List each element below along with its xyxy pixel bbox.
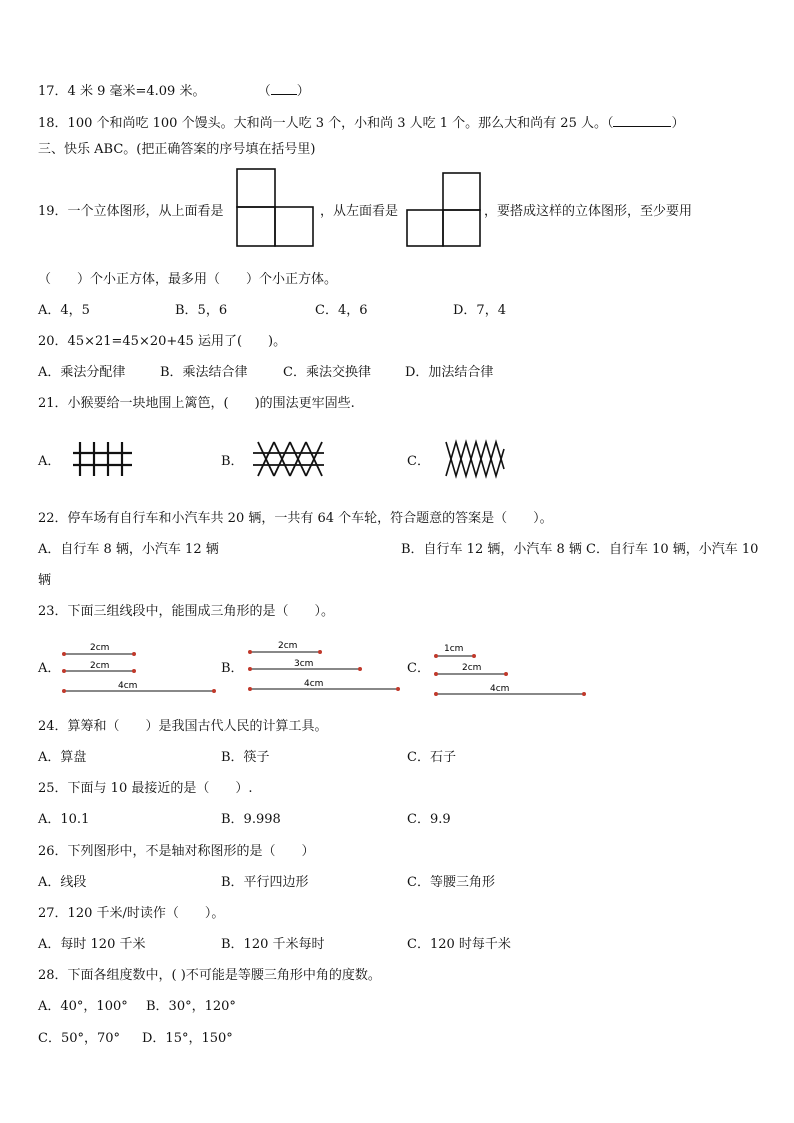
- option-c[interactable]: C．: [407, 661, 430, 676]
- option-c[interactable]: C．乘法交换律: [283, 365, 371, 380]
- option-b[interactable]: B．: [221, 661, 244, 676]
- option-d[interactable]: D．加法结合律: [405, 365, 494, 380]
- question-19-part1: 19．一个立体图形，从上面看是: [38, 204, 224, 219]
- answer-paren-close: ）: [671, 116, 685, 131]
- fence-cross-figure: [252, 441, 326, 477]
- segment-label: 3cm: [294, 659, 314, 669]
- option-b[interactable]: B．乘法结合律: [160, 365, 248, 380]
- option-c[interactable]: C．120 时每千米: [407, 937, 511, 952]
- question-17-text: 17．4 米 9 毫米=4.09 米。: [38, 84, 206, 99]
- question-28: 28．下面各组度数中，( )不可能是等腰三角形中角的度数。: [38, 968, 381, 983]
- question-19-part3: ，要搭成这样的立体图形，至少要用: [484, 204, 693, 219]
- segment-label: 2cm: [90, 643, 110, 653]
- top-view-figure: [236, 168, 314, 248]
- fence-zigzag-figure: [444, 441, 506, 477]
- question-27: 27．120 千米/时读作（ ）。: [38, 906, 225, 921]
- option-a[interactable]: A．算盘: [38, 750, 87, 765]
- option-a[interactable]: A．4，5: [38, 303, 90, 318]
- option-b[interactable]: B．9.998: [221, 812, 281, 827]
- option-a[interactable]: A．自行车 8 辆，小汽车 12 辆: [38, 542, 219, 557]
- option-a[interactable]: A．: [38, 454, 61, 469]
- option-a[interactable]: A．: [38, 661, 61, 676]
- question-24: 24．算筹和（ ）是我国古代人民的计算工具。: [38, 719, 328, 734]
- option-b[interactable]: B．30°，120°: [146, 999, 236, 1014]
- question-19-part2: ，从左面看是: [320, 204, 399, 219]
- option-b[interactable]: B．5，6: [175, 303, 228, 318]
- option-c[interactable]: C．50°，70°: [38, 1031, 121, 1046]
- option-b[interactable]: B．平行四边形: [221, 875, 309, 890]
- option-d[interactable]: D．7，4: [453, 303, 506, 318]
- option-c[interactable]: C．石子: [407, 750, 456, 765]
- answer-blank[interactable]: [613, 126, 671, 127]
- option-a[interactable]: A．每时 120 千米: [38, 937, 146, 952]
- option-c[interactable]: C．等腰三角形: [407, 875, 495, 890]
- option-b[interactable]: B．120 千米每时: [221, 937, 325, 952]
- fence-grid-figure: [72, 441, 134, 477]
- question-17: [38, 83, 310, 101]
- segment-label: 2cm: [90, 661, 110, 671]
- option-c[interactable]: C．4，6: [315, 303, 368, 318]
- question-25: 25．下面与 10 最接近的是（ ）.: [38, 781, 253, 796]
- option-a[interactable]: A．40°，100°: [38, 999, 128, 1014]
- option-b[interactable]: B．: [221, 454, 244, 469]
- segment-label: 2cm: [278, 641, 298, 651]
- option-c[interactable]: C．9.9: [407, 812, 451, 827]
- answer-paren-close: ）: [296, 84, 310, 99]
- option-d[interactable]: D．15°，150°: [142, 1031, 233, 1046]
- option-b[interactable]: B．筷子: [221, 750, 270, 765]
- question-20: 20．45×21=45×20+45 运用了( )。: [38, 334, 287, 349]
- question-23: 23．下面三组线段中，能围成三角形的是（ ）。: [38, 604, 335, 619]
- option-c-tail: 辆: [38, 573, 52, 588]
- question-22: 22．停车场有自行车和小汽车共 20 辆，一共有 64 个车轮，符合题意的答案是（ ）。: [38, 511, 553, 526]
- option-c[interactable]: C．: [407, 454, 430, 469]
- segment-label: 4cm: [490, 684, 510, 694]
- segments-b-figure: [246, 638, 406, 696]
- answer-blank[interactable]: [271, 94, 297, 95]
- question-21: 21．小猴要给一块地围上篱笆，( )的围法更牢固些.: [38, 396, 355, 411]
- option-a[interactable]: A．乘法分配律: [38, 365, 126, 380]
- option-a[interactable]: A．10.1: [38, 812, 90, 827]
- section-title: 三、快乐 ABC。(把正确答案的序号填在括号里): [38, 142, 316, 157]
- option-b-c[interactable]: B．自行车 12 辆，小汽车 8 辆 C．自行车 10 辆，小汽车 10: [401, 542, 759, 557]
- question-19-line2: （ ）个小正方体，最多用（ ）个小正方体。: [38, 272, 338, 287]
- segment-label: 4cm: [304, 679, 324, 689]
- question-18: [38, 115, 685, 133]
- segments-c-figure: [432, 640, 592, 700]
- question-26: 26．下列图形中，不是轴对称图形的是（ ）: [38, 844, 315, 859]
- segment-label: 2cm: [462, 663, 482, 673]
- segment-label: 1cm: [444, 644, 464, 654]
- left-view-figure: [406, 172, 482, 248]
- answer-paren-open: （: [257, 84, 271, 99]
- option-a[interactable]: A．线段: [38, 875, 87, 890]
- question-18-text: 18．100 个和尚吃 100 个馒头。大和尚一人吃 3 个，小和尚 3 人吃 1 个。那么大和尚有 25 人。（: [38, 116, 614, 131]
- segment-label: 4cm: [118, 681, 138, 691]
- segments-a-figure: [60, 640, 220, 698]
